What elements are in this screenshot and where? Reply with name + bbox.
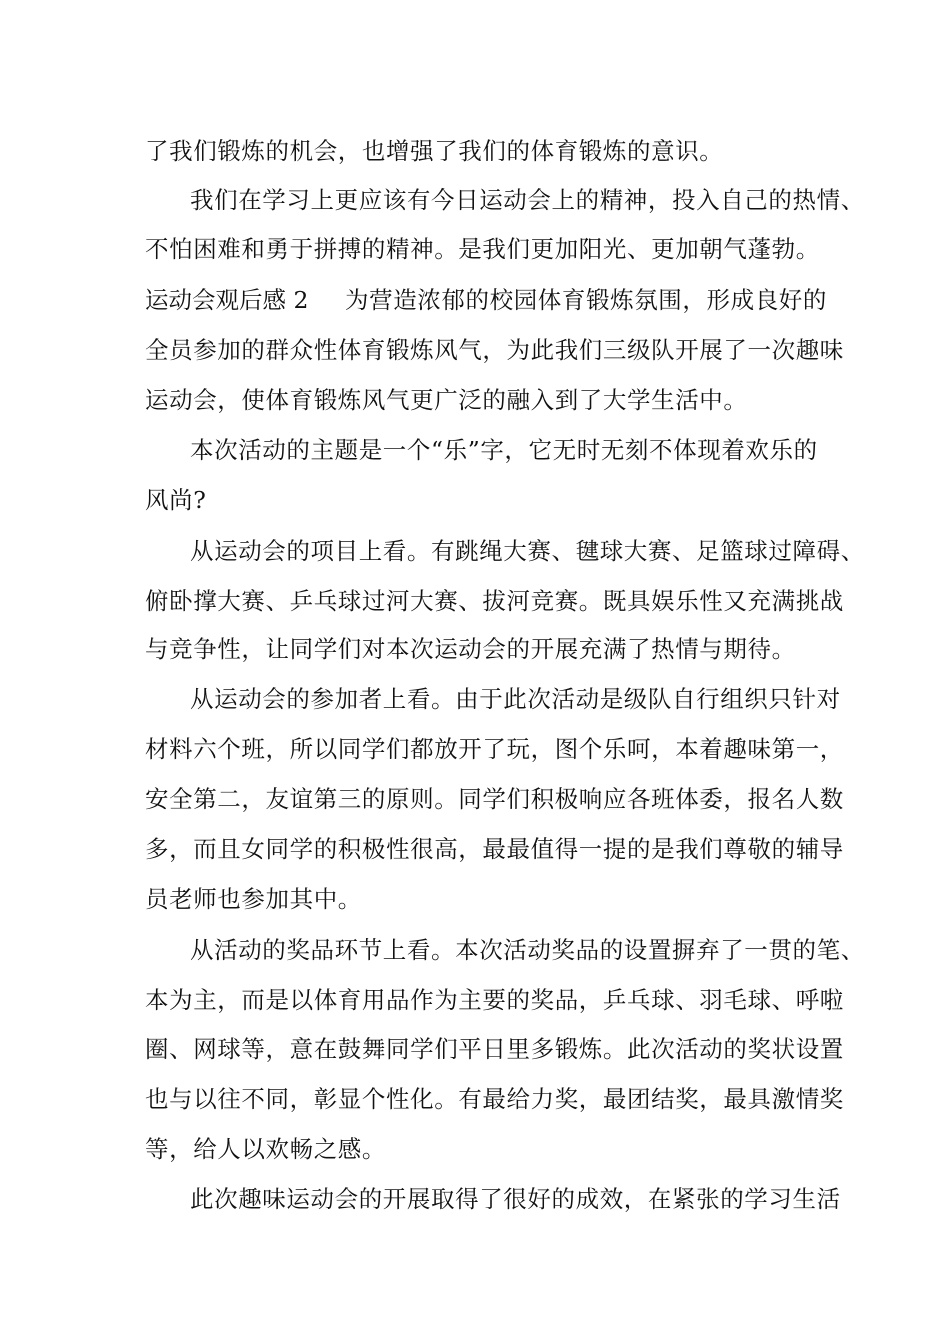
text-line: 了我们锻炼的机会，也增强了我们的体育锻炼的意识。	[145, 137, 724, 165]
text-line: 从运动会的参加者上看。由于此次活动是级队自行组织只针对	[190, 685, 841, 713]
text-line: 员老师也参加其中。	[145, 885, 362, 913]
text-line: 安全第二，友谊第三的原则。同学们积极响应各班体委，报名人数	[145, 785, 844, 813]
text-line: 多，而且女同学的积极性很高，最最值得一提的是我们尊敬的辅导	[145, 835, 844, 863]
text-line: 为营造浓郁的校园体育锻炼氛围，形成良好的	[345, 286, 827, 314]
text-line: 全员参加的群众性体育锻炼风气，为此我们三级队开展了一次趣味	[145, 336, 844, 364]
text-line: 俯卧撑大赛、乒乓球过河大赛、拔河竞赛。既具娱乐性又充满挑战	[145, 587, 844, 615]
section-title: 运动会观后感 2	[145, 286, 309, 314]
text-line: 从活动的奖品环节上看。本次活动奖品的设置摒弃了一贯的笔、	[190, 936, 865, 964]
text-line: 本为主，而是以体育用品作为主要的奖品，乒乓球、羽毛球、呼啦	[145, 986, 844, 1014]
text-line: 等，给人以欢畅之感。	[145, 1135, 386, 1163]
text-line: 我们在学习上更应该有今日运动会上的精神，投入自己的热情、	[190, 186, 865, 214]
text-line: 从运动会的项目上看。有跳绳大赛、毽球大赛、足篮球过障碍、	[190, 537, 865, 565]
text-line: 本次活动的主题是一个“乐”字，它无时无刻不体现着欢乐的	[190, 436, 818, 464]
text-line: 与竞争性，让同学们对本次运动会的开展充满了热情与期待。	[145, 635, 796, 663]
text-line: 也与以往不同，彰显个性化。有最给力奖，最团结奖，最具激情奖	[145, 1085, 844, 1113]
text-line: 圈、网球等，意在鼓舞同学们平日里多锻炼。此次活动的奖状设置	[145, 1035, 844, 1063]
text-line: 风尚?	[145, 486, 207, 514]
text-line: 运动会，使体育锻炼风气更广泛的融入到了大学生活中。	[145, 386, 748, 414]
text-line: 此次趣味运动会的开展取得了很好的成效，在紧张的学习生活	[190, 1185, 841, 1213]
text-line: 不怕困难和勇于拼搏的精神。是我们更加阳光、更加朝气蓬勃。	[145, 235, 820, 263]
text-line: 材料六个班，所以同学们都放开了玩，图个乐呵，本着趣味第一，	[145, 735, 844, 763]
